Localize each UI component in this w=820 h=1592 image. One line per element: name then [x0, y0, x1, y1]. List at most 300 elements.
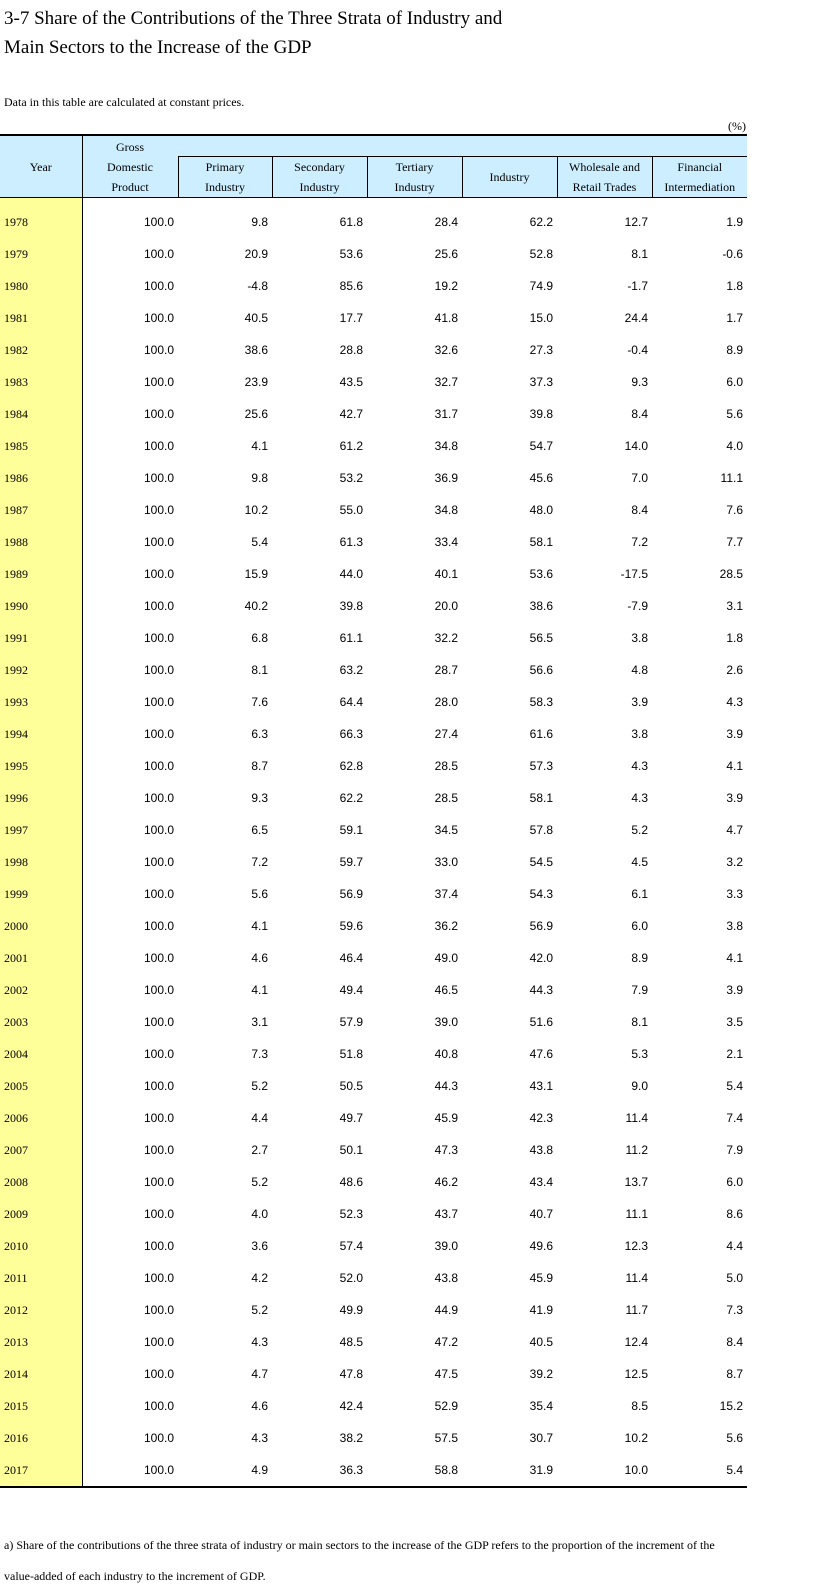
wholesale-cell: 3.8: [631, 727, 648, 741]
wholesale-cell: 12.3: [624, 1239, 648, 1253]
industry-cell: 56.5: [529, 631, 553, 645]
financial-cell: 5.6: [726, 407, 743, 421]
gdp-cell: 100.0: [143, 407, 174, 421]
industry-cell: 41.9: [529, 1303, 553, 1317]
wholesale-cell: 11.7: [625, 1303, 648, 1317]
industry-cell: 42.3: [529, 1111, 553, 1125]
financial-cell: 8.7: [726, 1367, 743, 1381]
table-row: [0, 494, 747, 526]
secondary-cell: 49.7: [339, 1111, 363, 1125]
tertiary-cell: 43.8: [434, 1271, 458, 1285]
wholesale-cell: 12.4: [624, 1335, 648, 1349]
secondary-cell: 59.1: [339, 823, 363, 837]
table-row: [0, 1454, 747, 1487]
gdp-cell: 100.0: [143, 1079, 174, 1093]
tertiary-cell: 45.9: [434, 1111, 458, 1125]
data-table-container: [0, 134, 747, 1488]
financial-cell: -0.6: [722, 247, 743, 261]
financial-cell: 4.4: [726, 1239, 743, 1253]
primary-cell: 6.3: [251, 727, 268, 741]
financial-cell: 8.6: [726, 1207, 743, 1221]
primary-cell: -4.8: [247, 279, 268, 293]
industry-cell: 42.0: [529, 951, 553, 965]
gdp-cell: 100.0: [143, 983, 174, 997]
year-cell: 2007: [0, 1134, 82, 1166]
year-cell: 2014: [0, 1358, 82, 1390]
industry-cell: 38.6: [529, 599, 553, 613]
industry-cell: 56.6: [529, 663, 553, 677]
financial-cell: 1.9: [726, 215, 743, 229]
table-row: [0, 718, 747, 750]
industry-cell: 47.6: [529, 1047, 553, 1061]
secondary-cell: 36.3: [272, 1454, 367, 1487]
year-cell: 1987: [0, 494, 82, 526]
industry-cell: 52.8: [529, 247, 553, 261]
tertiary-cell: 32.6: [434, 343, 458, 357]
wholesale-cell: 9.0: [631, 1079, 648, 1093]
primary-cell: 9.8: [251, 471, 268, 485]
industry-cell: 54.3: [529, 887, 553, 901]
gdp-cell: 100.0: [143, 759, 174, 773]
secondary-cell: 51.8: [339, 1047, 363, 1061]
header-financial: [652, 157, 747, 198]
year-cell: 1978: [0, 198, 82, 239]
wholesale-cell: 10.0: [557, 1454, 652, 1487]
year-cell: 1999: [0, 878, 82, 910]
gdp-contribution-table: [0, 134, 747, 1488]
secondary-cell: 85.6: [339, 279, 363, 293]
industry-cell: 57.3: [529, 759, 553, 773]
wholesale-cell: -7.9: [627, 599, 648, 613]
gdp-cell: 100.0: [143, 1015, 174, 1029]
table-row: [0, 1198, 747, 1230]
wholesale-cell: 3.9: [631, 695, 648, 709]
gdp-cell: 100.0: [143, 855, 174, 869]
secondary-cell: 28.8: [339, 343, 363, 357]
table-row: [0, 398, 747, 430]
table-row: [0, 430, 747, 462]
header-year: Year: [0, 135, 82, 198]
table-row: [0, 750, 747, 782]
industry-cell: 48.0: [529, 503, 553, 517]
secondary-cell: 55.0: [339, 503, 363, 517]
table-row: [0, 334, 747, 366]
tertiary-cell: 47.2: [434, 1335, 458, 1349]
financial-cell: 4.3: [726, 695, 743, 709]
financial-cell: 3.9: [726, 791, 743, 805]
wholesale-cell: 5.2: [631, 823, 648, 837]
secondary-cell: 57.4: [339, 1239, 363, 1253]
primary-cell: 15.9: [244, 567, 268, 581]
table-row: [0, 1006, 747, 1038]
year-cell: 1989: [0, 558, 82, 590]
industry-cell: 45.6: [529, 471, 553, 485]
wholesale-cell: -17.5: [620, 567, 648, 581]
table-row: [0, 238, 747, 270]
secondary-cell: 61.2: [339, 439, 363, 453]
tertiary-cell: 43.7: [434, 1207, 458, 1221]
secondary-cell: 46.4: [339, 951, 363, 965]
wholesale-cell: 9.3: [631, 375, 648, 389]
table-row: [0, 1358, 747, 1390]
financial-cell: 11.1: [720, 471, 743, 485]
industry-cell: 37.3: [529, 375, 553, 389]
industry-cell: 31.9: [462, 1454, 557, 1487]
secondary-cell: 48.5: [339, 1335, 363, 1349]
tertiary-cell: 31.7: [434, 407, 458, 421]
industry-cell: 30.7: [529, 1431, 553, 1445]
tertiary-cell: 33.4: [434, 535, 458, 549]
secondary-cell: 52.3: [339, 1207, 363, 1221]
primary-cell: 3.1: [251, 1015, 268, 1029]
secondary-cell: 48.6: [339, 1175, 363, 1189]
header-primary-line2: Industry: [205, 180, 245, 194]
primary-cell: 4.4: [251, 1111, 268, 1125]
wholesale-cell: 7.2: [631, 535, 648, 549]
wholesale-cell: 11.4: [625, 1111, 648, 1125]
primary-cell: 23.9: [244, 375, 268, 389]
tertiary-cell: 28.4: [434, 215, 458, 229]
industry-cell: 39.8: [529, 407, 553, 421]
financial-cell: 3.9: [726, 983, 743, 997]
gdp-cell: 100.0: [143, 663, 174, 677]
primary-cell: 7.3: [251, 1047, 268, 1061]
header-secondary: [272, 157, 367, 198]
primary-cell: 7.6: [251, 695, 268, 709]
primary-cell: 40.2: [244, 599, 268, 613]
year-cell: 1980: [0, 270, 82, 302]
financial-cell: 7.7: [726, 535, 743, 549]
header-tertiary-line2: Industry: [394, 180, 435, 194]
footnote-line-2: value-added of each industry to the increment of GDP.: [4, 1569, 266, 1583]
tertiary-cell: 49.0: [434, 951, 458, 965]
table-row: [0, 654, 747, 686]
wholesale-cell: 8.5: [631, 1399, 648, 1413]
secondary-cell: 61.3: [339, 535, 363, 549]
tertiary-cell: 34.5: [434, 823, 458, 837]
wholesale-cell: 8.9: [631, 951, 648, 965]
secondary-cell: 53.6: [339, 247, 363, 261]
primary-cell: 4.6: [251, 951, 268, 965]
primary-cell: 4.9: [178, 1454, 272, 1487]
tertiary-cell: 32.2: [434, 631, 458, 645]
year-cell: 2008: [0, 1166, 82, 1198]
industry-cell: 43.8: [529, 1143, 553, 1157]
gdp-cell: 100.0: [143, 279, 174, 293]
wholesale-cell: 8.4: [631, 503, 648, 517]
table-row: [0, 1134, 747, 1166]
primary-cell: 5.4: [251, 535, 268, 549]
gdp-cell: 100.0: [143, 1303, 174, 1317]
year-cell: 2000: [0, 910, 82, 942]
wholesale-cell: 7.9: [631, 983, 648, 997]
primary-cell: 6.8: [251, 631, 268, 645]
secondary-cell: 42.4: [339, 1399, 363, 1413]
table-row: [0, 846, 747, 878]
year-cell: 1986: [0, 462, 82, 494]
year-cell: 2010: [0, 1230, 82, 1262]
table-row: [0, 1422, 747, 1454]
header-tertiary-line1: Tertiary: [395, 160, 434, 174]
table-row: [0, 814, 747, 846]
year-cell: 1997: [0, 814, 82, 846]
gdp-cell: 100.0: [143, 791, 174, 805]
wholesale-cell: 4.3: [631, 759, 648, 773]
tertiary-cell: 46.5: [434, 983, 458, 997]
year-cell: 2015: [0, 1390, 82, 1422]
primary-cell: 2.7: [251, 1143, 268, 1157]
primary-cell: 4.7: [251, 1367, 268, 1381]
header-gdp: [82, 135, 178, 198]
table-row: [0, 526, 747, 558]
gdp-cell: 100.0: [143, 1271, 174, 1285]
industry-cell: 51.6: [529, 1015, 553, 1029]
gdp-cell: 100.0: [143, 1367, 174, 1381]
header-primary: [178, 157, 272, 198]
industry-cell: 49.6: [529, 1239, 553, 1253]
industry-cell: 43.1: [529, 1079, 553, 1093]
gdp-cell: 100.0: [143, 471, 174, 485]
tertiary-cell: 44.3: [434, 1079, 458, 1093]
industry-cell: 27.3: [529, 343, 553, 357]
gdp-cell: 100.0: [143, 343, 174, 357]
primary-cell: 5.2: [251, 1079, 268, 1093]
primary-cell: 4.0: [251, 1207, 268, 1221]
year-cell: 1984: [0, 398, 82, 430]
table-row: [0, 686, 747, 718]
gdp-cell: 100.0: [143, 247, 174, 261]
financial-cell: 8.4: [726, 1335, 743, 1349]
wholesale-cell: 3.8: [631, 631, 648, 645]
tertiary-cell: 28.0: [434, 695, 458, 709]
wholesale-cell: 6.0: [631, 919, 648, 933]
header-gdp-line3: Product: [111, 179, 149, 194]
gdp-cell: 100.0: [143, 919, 174, 933]
year-cell: 1990: [0, 590, 82, 622]
financial-cell: 4.1: [726, 759, 743, 773]
tertiary-cell: 39.0: [434, 1239, 458, 1253]
financial-cell: 5.4: [726, 1079, 743, 1093]
gdp-cell: 100.0: [143, 535, 174, 549]
secondary-cell: 59.7: [339, 855, 363, 869]
tertiary-cell: 58.8: [367, 1454, 462, 1487]
gdp-cell: 100.0: [143, 1207, 174, 1221]
header-wholesale: [557, 157, 652, 198]
primary-cell: 6.5: [251, 823, 268, 837]
gdp-cell: 100.0: [143, 1175, 174, 1189]
financial-cell: 5.0: [726, 1271, 743, 1285]
industry-cell: 53.6: [529, 567, 553, 581]
primary-cell: 25.6: [244, 407, 268, 421]
price-note: Data in this table are calculated at constant prices.: [4, 95, 245, 109]
wholesale-cell: 24.4: [624, 311, 648, 325]
industry-cell: 45.9: [529, 1271, 553, 1285]
primary-cell: 5.6: [251, 887, 268, 901]
gdp-cell: 100.0: [143, 951, 174, 965]
secondary-cell: 49.4: [339, 983, 363, 997]
secondary-cell: 61.8: [339, 215, 363, 229]
table-row: [0, 1038, 747, 1070]
tertiary-cell: 25.6: [434, 247, 458, 261]
financial-cell: 7.9: [726, 1143, 743, 1157]
table-row: [0, 1166, 747, 1198]
tertiary-cell: 52.9: [434, 1399, 458, 1413]
secondary-cell: 62.2: [339, 791, 363, 805]
primary-cell: 40.5: [244, 311, 268, 325]
wholesale-cell: 11.2: [625, 1143, 648, 1157]
gdp-cell: 100.0: [143, 823, 174, 837]
table-row: [0, 622, 747, 654]
table-row: [0, 1070, 747, 1102]
wholesale-cell: -1.7: [627, 279, 648, 293]
wholesale-cell: 10.2: [624, 1431, 648, 1445]
industry-cell: 61.6: [529, 727, 553, 741]
secondary-cell: 44.0: [339, 567, 363, 581]
secondary-cell: 63.2: [339, 663, 363, 677]
wholesale-cell: 4.5: [631, 855, 648, 869]
wholesale-cell: 8.4: [631, 407, 648, 421]
table-row: [0, 782, 747, 814]
financial-cell: 1.8: [726, 279, 743, 293]
tertiary-cell: 19.2: [434, 279, 458, 293]
table-row: [0, 1102, 747, 1134]
wholesale-cell: 14.0: [624, 439, 648, 453]
wholesale-cell: 7.0: [631, 471, 648, 485]
wholesale-cell: 5.3: [631, 1047, 648, 1061]
year-cell: 1979: [0, 238, 82, 270]
financial-cell: 3.9: [726, 727, 743, 741]
industry-cell: 58.1: [529, 535, 553, 549]
primary-cell: 5.2: [251, 1175, 268, 1189]
wholesale-cell: 8.1: [631, 247, 648, 261]
primary-cell: 4.3: [251, 1431, 268, 1445]
title-line-2: Main Sectors to the Increase of the GDP: [4, 37, 312, 58]
industry-cell: 57.8: [529, 823, 553, 837]
year-cell: 2013: [0, 1326, 82, 1358]
financial-cell: 8.9: [726, 343, 743, 357]
tertiary-cell: 39.0: [434, 1015, 458, 1029]
gdp-cell: 100.0: [143, 1047, 174, 1061]
wholesale-cell: 12.5: [624, 1367, 648, 1381]
table-row: [0, 366, 747, 398]
year-cell: 1996: [0, 782, 82, 814]
primary-cell: 5.2: [251, 1303, 268, 1317]
secondary-cell: 61.1: [339, 631, 363, 645]
financial-cell: 3.1: [726, 599, 743, 613]
wholesale-cell: 12.7: [624, 215, 648, 229]
table-row: [0, 1230, 747, 1262]
gdp-cell: 100.0: [143, 503, 174, 517]
secondary-cell: 50.1: [339, 1143, 363, 1157]
table-row: [0, 1390, 747, 1422]
footnote: [4, 1530, 814, 1592]
header-secondary-line1: Secondary: [294, 160, 345, 174]
tertiary-cell: 27.4: [434, 727, 458, 741]
header-gdp-line2: Domestic: [107, 159, 153, 174]
tertiary-cell: 37.4: [434, 887, 458, 901]
financial-cell: 3.2: [726, 855, 743, 869]
footnote-line-1: a) Share of the contributions of the three strata of industry or main sectors to the increase of the GDP refers to the proportion of the increment of the: [4, 1538, 715, 1552]
tertiary-cell: 28.5: [434, 791, 458, 805]
header-tertiary: [367, 157, 462, 198]
gdp-cell: 100.0: [143, 439, 174, 453]
year-cell: 2017: [0, 1454, 82, 1487]
gdp-cell: 100.0: [82, 1454, 178, 1487]
primary-cell: 9.8: [251, 215, 268, 229]
year-cell: 1988: [0, 526, 82, 558]
tertiary-cell: 28.5: [434, 759, 458, 773]
gdp-cell: 100.0: [143, 215, 174, 229]
primary-cell: 3.6: [251, 1239, 268, 1253]
year-cell: 1981: [0, 302, 82, 334]
tertiary-cell: 34.8: [434, 439, 458, 453]
tertiary-cell: 36.2: [434, 919, 458, 933]
header-gdp-line1: Gross: [115, 139, 144, 154]
industry-cell: 74.9: [529, 279, 553, 293]
financial-cell: 6.0: [726, 375, 743, 389]
wholesale-cell: 11.1: [625, 1207, 648, 1221]
header-wholesale-line1: Wholesale and: [569, 160, 640, 174]
year-cell: 1993: [0, 686, 82, 718]
industry-cell: 58.3: [529, 695, 553, 709]
financial-cell: 15.2: [719, 1399, 743, 1413]
tertiary-cell: 40.1: [434, 567, 458, 581]
primary-cell: 9.3: [251, 791, 268, 805]
financial-cell: 1.8: [726, 631, 743, 645]
secondary-cell: 42.7: [339, 407, 363, 421]
wholesale-cell: 8.1: [631, 1015, 648, 1029]
year-cell: 2012: [0, 1294, 82, 1326]
tertiary-cell: 44.9: [434, 1303, 458, 1317]
year-cell: 2006: [0, 1102, 82, 1134]
secondary-cell: 56.9: [339, 887, 363, 901]
header-group-spacer: [178, 135, 747, 157]
wholesale-cell: -0.4: [627, 343, 648, 357]
secondary-cell: 47.8: [339, 1367, 363, 1381]
tertiary-cell: 41.8: [434, 311, 458, 325]
financial-cell: 3.8: [726, 919, 743, 933]
primary-cell: 4.2: [251, 1271, 268, 1285]
primary-cell: 4.3: [251, 1335, 268, 1349]
financial-cell: 3.5: [726, 1015, 743, 1029]
header-financial-line2: Intermediation: [664, 180, 736, 194]
table-row: [0, 910, 747, 942]
industry-cell: 39.2: [529, 1367, 553, 1381]
header-primary-line1: Primary: [205, 160, 245, 174]
primary-cell: 38.6: [244, 343, 268, 357]
secondary-cell: 49.9: [339, 1303, 363, 1317]
secondary-cell: 39.8: [339, 599, 363, 613]
year-cell: 2003: [0, 1006, 82, 1038]
table-row: [0, 302, 747, 334]
secondary-cell: 66.3: [339, 727, 363, 741]
unit-label: (%): [728, 119, 746, 133]
year-cell: 1998: [0, 846, 82, 878]
year-cell: 2009: [0, 1198, 82, 1230]
table-row: [0, 270, 747, 302]
secondary-cell: 52.0: [339, 1271, 363, 1285]
header-secondary-line2: Industry: [299, 180, 340, 194]
gdp-cell: 100.0: [143, 1239, 174, 1253]
year-cell: 1983: [0, 366, 82, 398]
financial-cell: 1.7: [726, 311, 743, 325]
financial-cell: 2.6: [726, 663, 743, 677]
secondary-cell: 62.8: [339, 759, 363, 773]
secondary-cell: 64.4: [339, 695, 363, 709]
industry-cell: 44.3: [529, 983, 553, 997]
tertiary-cell: 33.0: [434, 855, 458, 869]
table-body: [0, 198, 747, 1488]
